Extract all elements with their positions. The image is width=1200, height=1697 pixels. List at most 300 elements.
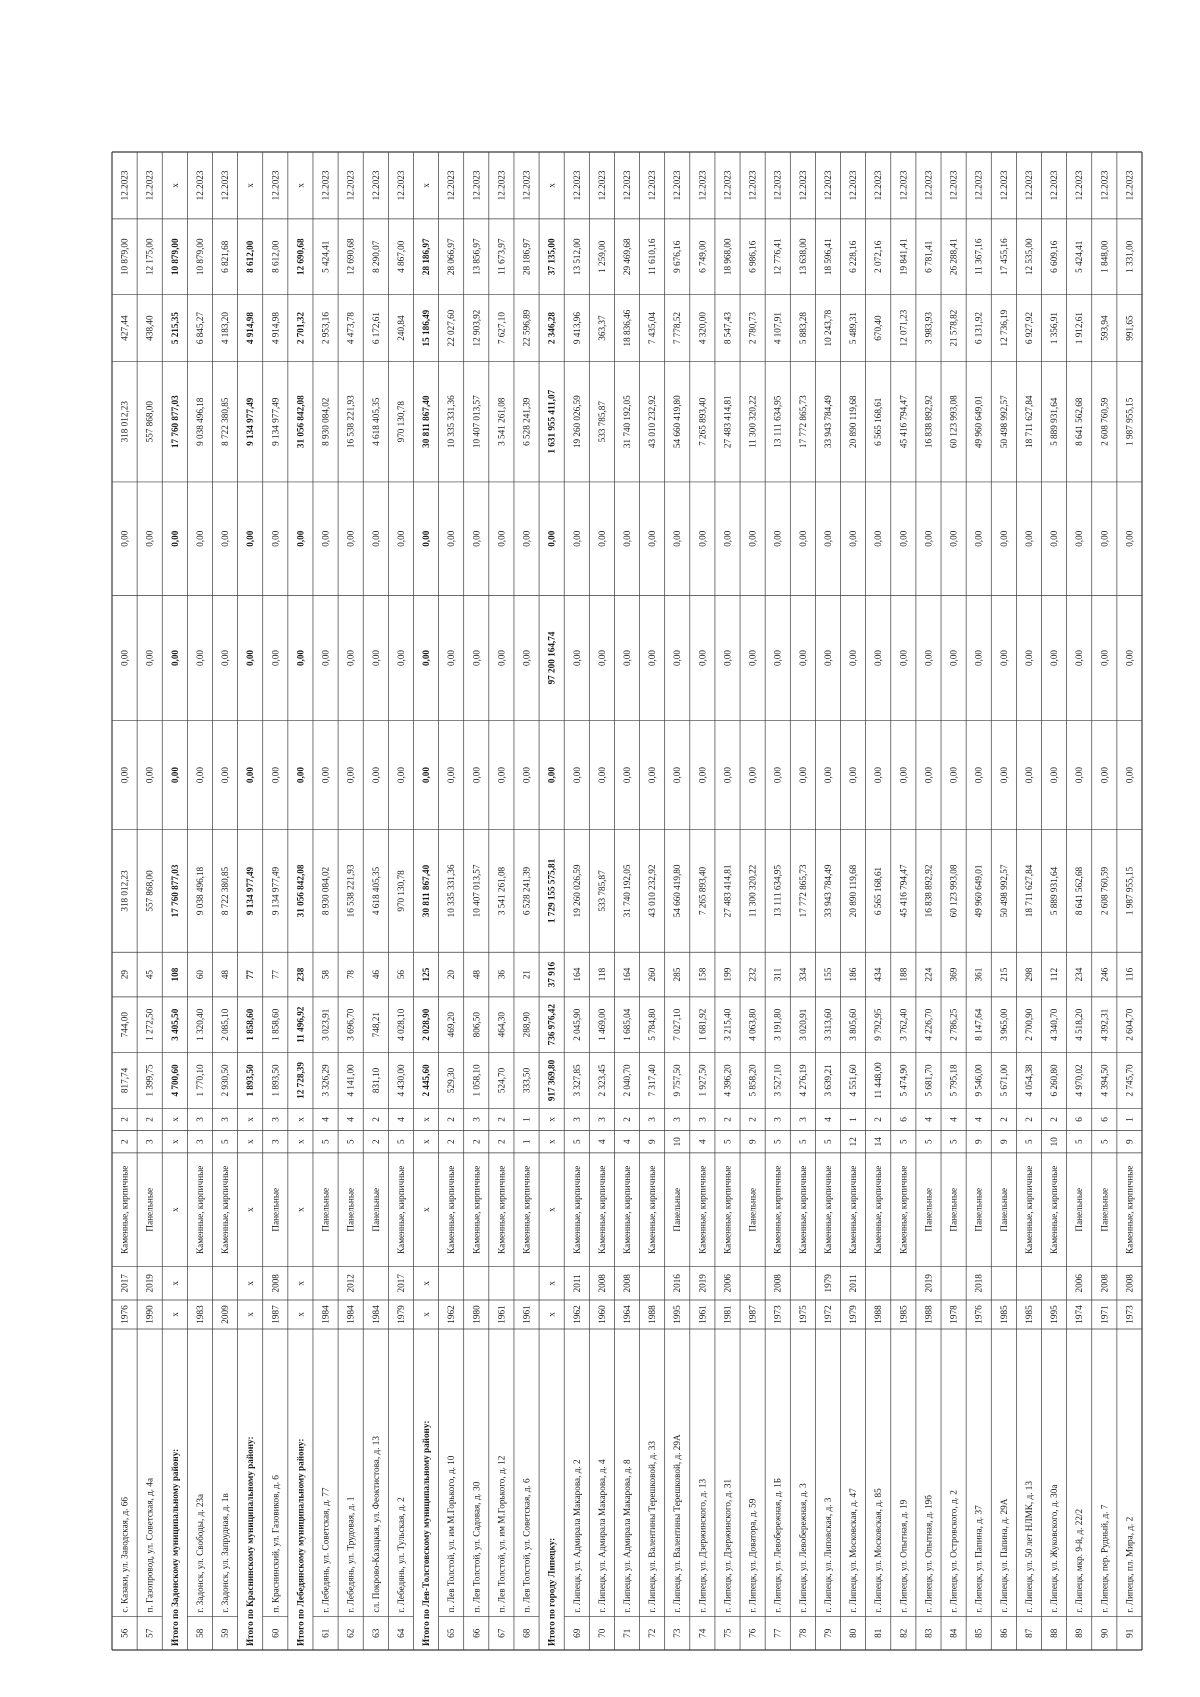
table-cell: 0,00 [797, 530, 808, 547]
table-cell: 33 943 784,49 [822, 864, 833, 918]
table-cell: Каменные, кирпичные [395, 1165, 406, 1254]
table-cell: 12.2023 [772, 170, 783, 201]
table-cell: 0,00 [822, 530, 833, 547]
table-cell: 2 085,10 [220, 1008, 231, 1041]
table-cell: 2 [873, 1117, 884, 1122]
table-cell: 118 [596, 967, 607, 982]
table-cell: 5 [1074, 1139, 1085, 1145]
table-cell: 2 045,90 [571, 1008, 582, 1041]
table-cell: 1962 [571, 1305, 582, 1324]
table-cell: 2 [1049, 1117, 1060, 1122]
table-cell: 2 [144, 1117, 155, 1122]
table-cell: 28 186,97 [421, 238, 432, 276]
table-cell: 30 811 867,40 [421, 864, 432, 918]
table-cell: 8 722 380,85 [220, 397, 231, 446]
table-cell: 0,00 [320, 530, 331, 547]
table-cell: 318 012,23 [119, 401, 130, 443]
table-cell: 12.2023 [1049, 170, 1060, 201]
table-cell-address: г. Липецк, ул. Московская, д. 47 [848, 1488, 859, 1613]
table-cell: 27 483 414,81 [722, 864, 733, 918]
table-cell: 16 538 221,93 [345, 864, 356, 918]
table-cell: x [421, 183, 432, 188]
table-cell: 9 676,16 [672, 240, 683, 273]
table-cell: 79 [822, 1628, 833, 1638]
table-cell: 37 916 [546, 961, 557, 988]
table-cell: 48 [471, 969, 482, 980]
table-cell: 0,00 [647, 767, 658, 784]
table-cell: 0,00 [320, 767, 331, 784]
table-cell: 9 792,95 [873, 1008, 884, 1041]
table-cell: 2019 [144, 1274, 155, 1293]
table-cell: 77 [245, 969, 256, 980]
table-cell: 31 056 842,08 [295, 395, 306, 449]
table-cell: 10 [1049, 1137, 1060, 1147]
table-cell: x [546, 1117, 557, 1122]
table-cell: 0,00 [571, 649, 582, 667]
table-cell: 3 020,91 [797, 1008, 808, 1041]
table-cell: 4 226,70 [923, 1008, 934, 1041]
table-cell: 12.2023 [144, 170, 155, 201]
table-cell: 36 [496, 969, 507, 980]
table-cell: 12.2023 [119, 170, 130, 201]
table-cell: 12.2023 [446, 170, 457, 201]
table-cell: 0,00 [270, 530, 281, 547]
table-cell: 7 027,10 [672, 1008, 683, 1041]
table-cell: 2 [446, 1117, 457, 1122]
table-cell: 5 424,41 [1074, 240, 1085, 273]
table-cell: 0,00 [822, 649, 833, 667]
table-cell: 1988 [873, 1305, 884, 1324]
table-cell: 0,00 [1124, 767, 1135, 784]
table-cell: 533 785,87 [596, 870, 607, 912]
table-cell: 3 541 261,08 [496, 866, 507, 916]
table-cell: 1985 [898, 1305, 909, 1324]
table-cell: 1 356,91 [1049, 312, 1060, 345]
table-cell: Панельные [345, 1187, 356, 1232]
table-cell: 5 [923, 1139, 934, 1145]
table-cell: 4 107,91 [772, 312, 783, 345]
table-cell: 0,00 [119, 530, 130, 547]
table-cell: 199 [722, 967, 733, 982]
table-cell: 1981 [722, 1305, 733, 1324]
table-cell: 8 722 380,85 [220, 866, 231, 916]
table-cell: x [169, 1207, 180, 1213]
table-cell: 4 392,31 [1099, 1008, 1110, 1041]
table-cell: 1995 [1049, 1305, 1060, 1324]
table-cell: 13 856,97 [471, 238, 482, 276]
table-cell: 9 134 977,49 [270, 397, 281, 446]
table-cell: 0,00 [1074, 530, 1085, 547]
table-cell: 54 660 419,80 [672, 395, 683, 449]
table-cell: 1 893,50 [245, 1064, 256, 1097]
table-cell: 0,00 [596, 649, 607, 667]
table-cell: 29 469,68 [622, 238, 632, 276]
table-cell-address: г. Липецк, ул. Валентины Терешковой, д. 33 [647, 1441, 658, 1613]
table-cell: 112 [1049, 967, 1060, 982]
table-cell-address: г. Липецк, ул. Московская, д. 85 [873, 1488, 884, 1613]
table-cell: 0,00 [1099, 530, 1110, 547]
table-cell: 0,00 [194, 530, 205, 547]
table-cell: 19 841,41 [898, 238, 909, 276]
table-cell: Каменные, кирпичные [848, 1165, 859, 1254]
table-cell: 524,70 [496, 1067, 507, 1094]
table-cell: 1 912,61 [1074, 312, 1085, 345]
table-cell: 4 340,70 [1049, 1008, 1060, 1041]
table-cell: 1985 [998, 1305, 1009, 1324]
table-cell: 1 927,50 [697, 1064, 708, 1097]
table-cell: 17 455,16 [998, 238, 1009, 276]
table-cell: 806,50 [471, 1012, 482, 1038]
table-cell: 3 762,40 [898, 1008, 909, 1041]
table-cell: 0,00 [471, 649, 482, 667]
table-cell: x [169, 1117, 180, 1122]
table-cell: 3 541 261,08 [496, 397, 507, 446]
table-cell: x [295, 183, 306, 188]
table-cell: 970 130,78 [395, 870, 406, 912]
table-cell: 90 [1099, 1628, 1110, 1638]
table-cell: 232 [747, 967, 758, 982]
table-cell: 0,00 [898, 649, 909, 667]
table-cell: 5 489,31 [848, 312, 859, 345]
table-cell: 0,00 [747, 767, 758, 784]
table-cell: 12.2023 [370, 170, 381, 201]
table-cell: x [295, 1312, 306, 1317]
table-cell: 2 608 760,59 [1099, 397, 1110, 446]
table-cell: 0,00 [998, 767, 1009, 784]
table-cell: 12.2023 [722, 170, 733, 201]
table-cell: 12.2023 [194, 170, 205, 201]
table-cell: 8 930 084,02 [320, 866, 331, 916]
table-cell: 65 [446, 1628, 457, 1638]
table-cell: 1973 [772, 1305, 783, 1324]
table-cell: 363,37 [596, 315, 607, 341]
table-cell: 0,00 [446, 530, 457, 547]
table-cell: 9 [647, 1139, 658, 1145]
table-cell-address: г. Липецк, ул. Островского, д. 2 [948, 1490, 959, 1613]
table-cell: 1995 [672, 1305, 683, 1324]
table-cell: 0,00 [873, 649, 884, 667]
table-cell: 5 474,90 [898, 1064, 909, 1097]
table-cell: 60 123 993,08 [948, 395, 959, 449]
table-cell: 0,00 [270, 649, 281, 667]
table-cell: Панельные [923, 1187, 934, 1232]
table-cell: 8 290,07 [370, 240, 381, 273]
table-cell: 29 [119, 969, 130, 980]
table-cell: 5 [1023, 1139, 1034, 1145]
table-cell: 77 [772, 1628, 783, 1638]
table-cell: 817,74 [119, 1067, 130, 1094]
table-cell: 4 473,78 [345, 312, 356, 345]
table-cell-address: г. Липецк, ул. Папина, д. 29А [998, 1498, 1009, 1613]
table-cell: Панельные [370, 1187, 381, 1232]
table-cell: 7 317,40 [647, 1064, 658, 1097]
table-cell: 6 565 168,61 [873, 866, 884, 916]
table-cell: x [245, 1207, 256, 1213]
table-cell: 12.2023 [395, 170, 406, 201]
table-cell: 0,00 [169, 649, 180, 667]
table-cell: 7 778,52 [672, 312, 683, 345]
table-cell: 0,00 [194, 767, 205, 784]
table-cell: 1 848,00 [1099, 240, 1110, 273]
table-cell: 0,00 [169, 530, 180, 547]
table-cell: 3 [270, 1139, 281, 1145]
table-cell: 0,00 [1124, 649, 1135, 667]
table-cell: 12.2023 [822, 170, 833, 201]
table-cell: 2011 [571, 1274, 582, 1293]
table-cell: 84 [948, 1628, 959, 1638]
table-cell: 0,00 [546, 767, 557, 784]
table-cell: 3 805,60 [848, 1008, 859, 1041]
table-cell: 12.2023 [672, 170, 683, 201]
table-cell: 0,00 [446, 649, 457, 667]
table-cell: 11 610,16 [647, 238, 658, 275]
table-cell: 6 845,27 [194, 312, 205, 345]
table-cell: 0,00 [772, 530, 783, 547]
table-cell: 9 134 977,49 [270, 866, 281, 916]
table-cell: Каменные, кирпичные [772, 1165, 783, 1254]
table-cell: 54 660 419,80 [672, 864, 683, 918]
table-cell: 0,00 [370, 530, 381, 547]
table-cell: 0,00 [697, 767, 708, 784]
table-cell: 0,00 [295, 649, 306, 667]
table-cell: 3 [672, 1117, 683, 1122]
table-cell: 21 578,82 [948, 309, 959, 347]
table-cell: 4 394,50 [1099, 1064, 1110, 1097]
table-cell: 991,65 [1124, 315, 1135, 341]
table-cell: 16 538 221,93 [345, 395, 356, 449]
table-cell: 1964 [622, 1305, 632, 1324]
table-cell: 0,00 [722, 649, 733, 667]
table-cell: Каменные, кирпичные [697, 1165, 708, 1254]
table-cell: 2 072,16 [873, 240, 884, 273]
table-cell: 2 700,90 [1023, 1008, 1034, 1041]
table-cell: 3 965,00 [998, 1008, 1009, 1041]
table-cell: 19 260 026,59 [571, 395, 582, 449]
table-cell: 12.2023 [596, 170, 607, 201]
table-cell: 4 518,20 [1074, 1008, 1085, 1041]
table-cell: 6 528 241,39 [521, 397, 532, 446]
table-cell: 0,00 [672, 649, 683, 667]
table-cell: 4 [345, 1117, 356, 1122]
table-cell: 2 [370, 1117, 381, 1122]
table-cell: 97 200 164,74 [546, 631, 557, 685]
table-cell: 1 770,10 [194, 1064, 205, 1097]
table-cell: 6 821,68 [220, 240, 231, 273]
table-cell: 4 700,60 [169, 1064, 180, 1097]
table-cell: 12.2023 [220, 170, 231, 201]
table-cell-address: г. Липецк, ул. Адмирала Макарова, д. 4 [596, 1459, 607, 1613]
table-cell: 6 781,41 [923, 240, 934, 273]
table-cell: 50 498 992,57 [998, 864, 1009, 918]
table-cell: 9 [998, 1139, 1009, 1145]
table-cell: 0,00 [873, 530, 884, 547]
table-cell: 28 066,97 [446, 238, 457, 276]
table-cell: 0,00 [647, 649, 658, 667]
table-cell: 0,00 [697, 530, 708, 547]
table-cell: 6 528 241,39 [521, 866, 532, 916]
table-cell: 469,20 [446, 1012, 457, 1038]
table-cell: 12.2023 [471, 170, 482, 201]
table-cell: x [421, 1312, 432, 1317]
table-cell: 12 [848, 1137, 859, 1147]
table-cell: 2008 [1099, 1274, 1110, 1293]
table-cell: 12 728,39 [295, 1062, 306, 1099]
table-cell: 1984 [345, 1305, 356, 1324]
table-cell: 0,00 [822, 767, 833, 784]
table-cell: 8 612,00 [245, 240, 256, 273]
table-cell: 2017 [119, 1274, 130, 1293]
table-cell: 1961 [496, 1305, 507, 1324]
table-cell: 1 [521, 1139, 532, 1145]
table-cell: 529,30 [446, 1067, 457, 1094]
table-cell: 12 690,68 [295, 238, 306, 276]
table-cell: 72 [647, 1628, 658, 1638]
table-cell: 0,00 [848, 530, 859, 547]
table-cell: 18 596,41 [822, 238, 833, 276]
table-cell: 557 868,00 [144, 870, 155, 912]
table-cell: 1 [1124, 1117, 1135, 1122]
table-cell: 9 134 977,49 [245, 397, 256, 446]
table-cell: 2019 [923, 1274, 934, 1293]
table-cell: 0,00 [923, 530, 934, 547]
table-cell: 0,00 [1124, 530, 1135, 547]
table-cell-address: Итого по Лев-Толстовскому муниципальному району: [421, 1420, 432, 1646]
table-cell: 2 780,73 [747, 312, 758, 345]
table-cell: 215 [998, 967, 1009, 982]
table-cell: 2006 [1074, 1274, 1085, 1293]
table-cell: x [546, 1312, 557, 1317]
table-cell: 9 134 977,49 [245, 866, 256, 916]
table-cell: 831,10 [370, 1067, 381, 1094]
table-cell: Панельные [973, 1187, 984, 1232]
table-cell: 748,21 [370, 1012, 381, 1038]
table-cell: 60 123 993,08 [948, 864, 959, 918]
table-cell: 6 927,92 [1023, 312, 1034, 345]
table-cell: 20 890 119,68 [848, 864, 859, 918]
table-cell-address: п. Краснинский, ул. Газовиков, д. 6 [270, 1475, 281, 1613]
table-cell: 1 259,00 [596, 240, 607, 273]
table-cell: 10 407 013,57 [471, 395, 482, 449]
table-cell: 1 631 955 411,07 [546, 389, 557, 454]
table-cell: 10 243,78 [822, 309, 833, 347]
table-cell: 18 711 627,84 [1023, 395, 1034, 448]
table-cell: 2 [119, 1139, 130, 1145]
table-cell: 15 186,49 [421, 309, 432, 347]
table-cell: 9 038 496,18 [194, 866, 205, 916]
table-cell: 12.2023 [848, 170, 859, 201]
table-cell: 234 [1074, 967, 1085, 982]
table-cell: 11 448,00 [873, 1062, 884, 1099]
table-cell: 2006 [722, 1274, 733, 1293]
table-cell: Каменные, кирпичные [596, 1165, 607, 1254]
table-cell: 74 [697, 1628, 708, 1638]
table-cell: 6 260,80 [1049, 1064, 1060, 1097]
table-cell: 81 [873, 1628, 884, 1638]
table-cell: 4 430,00 [395, 1064, 406, 1097]
table-cell-address: г. Липецк, ул. Валентины Терешковой, д. 29А [672, 1434, 683, 1613]
table-cell: x [546, 183, 557, 188]
table-cell: 0,00 [345, 530, 356, 547]
table-cell: 4 [822, 1117, 833, 1122]
table-cell: 12 776,41 [772, 238, 783, 276]
table-cell: 224 [923, 967, 934, 982]
table-cell: 0,00 [622, 767, 632, 784]
table-cell: 1988 [647, 1305, 658, 1324]
table-cell: 12 175,00 [144, 238, 155, 276]
table-cell: 11 673,97 [496, 238, 507, 275]
table-cell: 20 [446, 969, 457, 980]
table-cell: x [169, 1312, 180, 1317]
table-cell: 0,00 [596, 530, 607, 547]
table-cell: 12.2023 [571, 170, 582, 201]
table-cell: 9 [747, 1139, 758, 1145]
table-cell: x [421, 1139, 432, 1145]
table-cell-address: г. Липецк, мкр. 9-й, д. 22/2 [1074, 1508, 1085, 1613]
table-cell: 12.2023 [320, 170, 331, 201]
table-cell: 427,44 [119, 315, 130, 341]
table-cell: 3 639,21 [822, 1064, 833, 1097]
table-cell: Каменные, кирпичные [797, 1165, 808, 1254]
table-cell: 6 228,16 [848, 240, 859, 273]
table-cell: 12.2023 [1099, 170, 1110, 201]
table-cell: Каменные, кирпичные [521, 1165, 532, 1254]
table-cell: 10 335 331,36 [446, 395, 457, 449]
table-cell: 240,84 [395, 315, 406, 341]
table-cell: 76 [747, 1628, 758, 1638]
table-cell: 5 889 931,64 [1049, 397, 1060, 446]
table-cell: 8 612,00 [270, 240, 281, 273]
table-cell: 311 [772, 967, 783, 982]
table-cell: 33 943 784,49 [822, 395, 833, 449]
table-cell: 0,00 [622, 530, 632, 547]
table-cell: 0,00 [496, 649, 507, 667]
table-cell-address: г. Липецк, ул. Адмирала Макарова, д. 8 [622, 1459, 632, 1613]
table-cell: 361 [973, 967, 984, 982]
table-cell: Каменные, кирпичные [446, 1165, 457, 1254]
table-cell: 57 [144, 1628, 155, 1638]
table-cell: 0,00 [421, 530, 432, 547]
table-cell: 0,00 [521, 767, 532, 784]
table-cell: 4 276,19 [797, 1064, 808, 1097]
table-cell-address: г. Лебедянь, ул. Трудовая, д. 1 [345, 1496, 356, 1613]
table-cell: x [169, 1281, 180, 1286]
table-cell: 12.2023 [797, 170, 808, 201]
table-cell: 2008 [596, 1274, 607, 1293]
table-cell: 10 879,00 [194, 238, 205, 276]
table-cell: 4 396,20 [722, 1064, 733, 1097]
table-cell: 0,00 [395, 767, 406, 784]
table-cell-address: г. Липецк, ул. Дзержинского, д. 13 [697, 1478, 708, 1613]
table-cell: 80 [848, 1628, 859, 1638]
table-cell: 2 [496, 1139, 507, 1145]
table-cell: 1 987 955,15 [1124, 397, 1135, 446]
table-cell: 0,00 [747, 649, 758, 667]
table-cell: 4 867,00 [395, 240, 406, 273]
table-cell: 49 960 649,01 [973, 864, 984, 918]
table-cell: 0,00 [898, 530, 909, 547]
table-cell: 1 858,60 [245, 1008, 256, 1041]
table-cell: 2 346,28 [546, 312, 557, 345]
table-cell-address: Итого по Лебедянскому муниципальному району: [295, 1438, 306, 1646]
table-cell: 5 [898, 1139, 909, 1145]
table-cell: 30 811 867,40 [421, 395, 432, 448]
table-cell: 12.2023 [345, 170, 356, 201]
table-cell: 285 [672, 967, 683, 982]
table-cell-address: п. Лев Толстой, ул. Советская, д. 6 [521, 1478, 532, 1613]
table-cell: 1988 [923, 1305, 934, 1324]
table-cell: 11 496,92 [295, 1006, 306, 1043]
table-cell: 0,00 [144, 767, 155, 784]
